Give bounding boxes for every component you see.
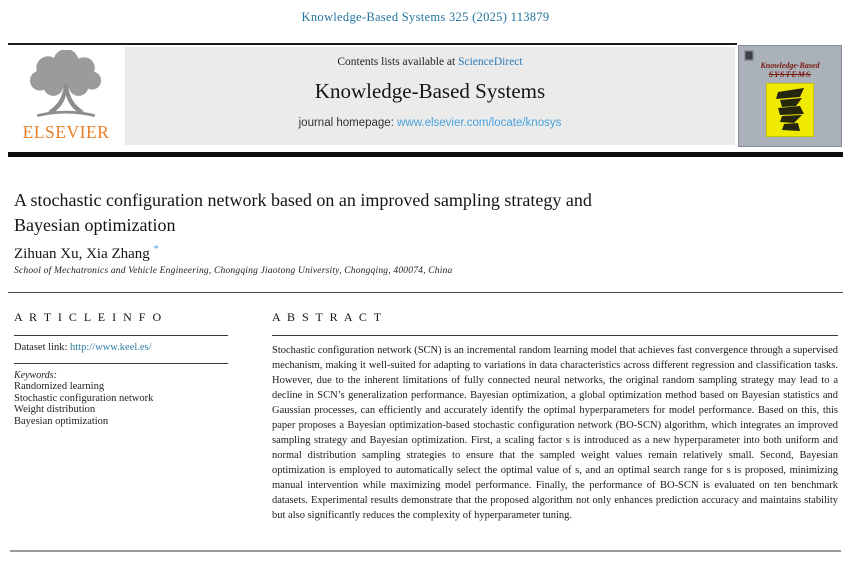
- keyword-item: Bayesian optimization: [14, 415, 109, 427]
- section-rule: [272, 335, 838, 336]
- affiliation-rule: [8, 292, 843, 293]
- article-title: A stochastic configuration network based on an improved sampling strategy and Bayesian optimization: [14, 190, 592, 235]
- elsevier-tree-icon: [20, 50, 112, 122]
- cover-title-line1: Knowledge-Based: [760, 61, 820, 70]
- bottom-rule: [10, 550, 841, 552]
- abstract-heading: A B S T R A C T: [272, 310, 384, 324]
- cover-title-line2: SYSTEMS: [768, 70, 812, 79]
- abstract-section: [272, 310, 838, 523]
- affiliation: School of Mechatronics and Vehicle Engineering, Chongqing Jiaotong University, Chongqing, 400074, China: [14, 266, 453, 276]
- journal-title: Knowledge-Based Systems: [314, 79, 546, 103]
- cover-spiral-icon: [770, 87, 810, 133]
- journal-cover-thumbnail: [738, 45, 842, 147]
- corresponding-author-link[interactable]: *: [153, 244, 159, 255]
- dataset-label: Dataset link:: [14, 342, 70, 353]
- keyword-item: Stochastic configuration network: [14, 392, 154, 404]
- elsevier-wordmark: ELSEVIER: [22, 122, 110, 142]
- author-names: Zihuan Xu, Xia Zhang: [14, 246, 150, 262]
- article-info-section: [14, 310, 228, 427]
- section-rule: [14, 335, 228, 336]
- keyword-item: Weight distribution: [14, 404, 96, 415]
- header-divider: [8, 152, 843, 157]
- abstract-text: Stochastic configuration network (SCN) is an incremental random learning model that achieves fast convergence through a supervised mechanism, making it well-suited for adapting to variations in data characteristics across different regression and classification tasks. However, due to the inherent limitations of fully connected neural networks, the original random sampling strategy may lead to a decline in SCN’s generalization performance. Bayesian optimization, a global optimization method based on Bayesian statistics and Gaussian processes, can efficiently and accurately identify the optimal hyperparameters for model performance. Based on this, this paper proposes a Bayesian optimization-based stochastic configuration network (BO-SCN) algorithm, which integrates an improved sampling strategy and Bayesian optimization. First, a scaling factor s is introduced as a new hyperparameter into both uniform and normal distribution sampling strategies to ensure that the sampled weight values remain relatively small. Second, Bayesian optimization is employed to automatically select the optimal value of s, and an optimal search range for s is proposed, minimizing manual intervention while maximizing model performance. Finally, the performance of BO-SCN is evaluated on ten benchmark datasets. Experimental results demonstrate that the proposed algorithm not only enhances prediction accuracy and maintains stability but also significantly reduces the complexity of hyperparameter tuning.: [272, 345, 838, 521]
- sciencedirect-link[interactable]: ScienceDirect: [458, 56, 523, 68]
- dataset-link-line: [14, 342, 228, 353]
- contents-line: [125, 47, 735, 68]
- journal-citation: Knowledge-Based Systems 325 (2025) 113879: [301, 10, 550, 24]
- cover-emblem-icon: [744, 50, 754, 61]
- section-rule: [14, 363, 228, 364]
- keywords-label: Keywords:: [14, 370, 57, 381]
- top-rule: [8, 43, 737, 45]
- article-info-heading: A R T I C L E I N F O: [14, 310, 164, 324]
- dataset-link[interactable]: http://www.keel.es/: [70, 342, 152, 353]
- journal-banner: [125, 47, 735, 145]
- keyword-item: Randomized learning: [14, 381, 105, 392]
- contents-prefix: Contents lists available at: [337, 56, 459, 68]
- cover-art: [766, 83, 814, 137]
- homepage-link[interactable]: www.elsevier.com/locate/knosys: [397, 117, 562, 129]
- elsevier-logo: [10, 50, 122, 146]
- homepage-line: [125, 117, 735, 129]
- homepage-prefix: journal homepage:: [298, 117, 398, 129]
- authors-line: [14, 241, 159, 263]
